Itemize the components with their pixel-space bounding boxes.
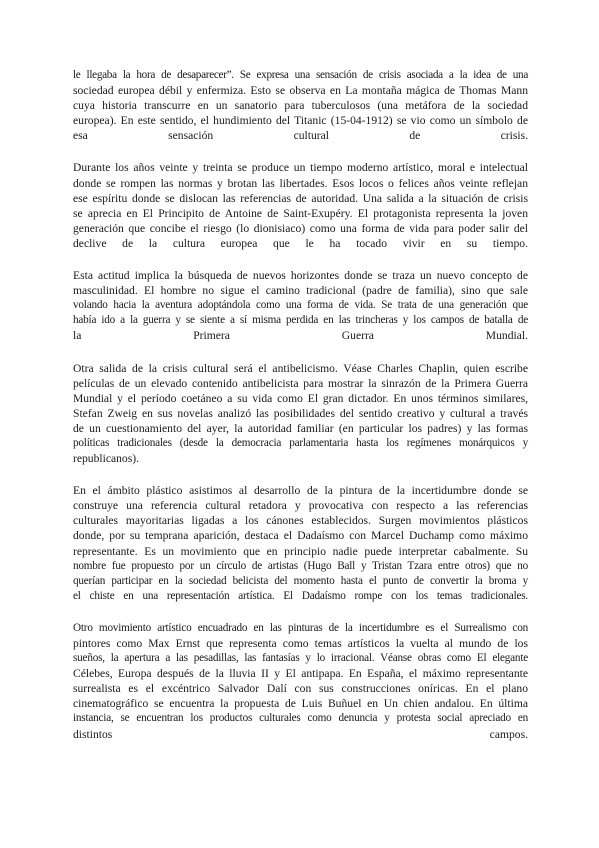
text-line: se aprecia en El Principito de Antoine de Saint-Exupéry. El protagonista representa la joven bbox=[73, 206, 528, 220]
paragraph-masculinity bbox=[73, 268, 528, 343]
text-line: declive de la cultura europea que le ha tocado vivir en su tiempo. bbox=[73, 236, 528, 250]
text-line: Otra salida de la crisis cultural será el antibelicismo. Véase Charles Chaplin, quien escribe bbox=[73, 361, 528, 375]
paragraph-twenties bbox=[73, 160, 528, 251]
text-line: culturales mayoritarias ligadas a los cánones establecidos. Surgen movimientos plásticos bbox=[73, 514, 528, 528]
final-word-right: campos. bbox=[489, 727, 528, 741]
paragraph-dadaism bbox=[73, 483, 528, 604]
text-line: le llegaba la hora de desaparecer”. Se expresa una sensación de crisis asociada a la idea de una bbox=[73, 69, 528, 81]
text-line: volando hacia la aventura adoptándola como una forma de vida. Se trata de una generación que bbox=[73, 299, 528, 312]
text-line: republicanos). bbox=[73, 452, 139, 466]
text-line: películas de un elevado contenido antibelicista para mostrar la sinrazón de la Primera Guerra bbox=[73, 376, 528, 390]
text-line: masculinidad. El hombre no sigue el camino tradicional (padre de familia), sino que sale bbox=[73, 284, 528, 298]
final-word-left: distintos bbox=[73, 727, 113, 741]
paragraph-crisis-sensation bbox=[73, 68, 528, 143]
text-line: Durante los años veinte y treinta se produce un tiempo moderno artístico, moral e intelectual bbox=[73, 161, 528, 175]
text-line: instancia, se encuentran los productos culturales como denuncia y protesta social apreciado en bbox=[73, 712, 528, 725]
text-line: En el ámbito plástico asistimos al desarrollo de la pintura de la incertidumbre donde se bbox=[73, 484, 528, 498]
text-line: querían participar en la sociedad belicista del momento hasta el punto de convertir la broma y bbox=[73, 574, 528, 587]
document-page bbox=[73, 68, 528, 759]
text-line: ese espíritu donde se dislocan las referencias de autoridad. Una salida a la situación de crisis bbox=[73, 191, 528, 205]
text-line: donde, por su temprana aparición, destaca el Dadaísmo con Marcel Duchamp como máximo bbox=[73, 529, 528, 543]
text-line: generación que concibe el riesgo (lo dionisiaco) como una forma de vida para poder salir del bbox=[73, 221, 528, 235]
text-line: pintores como Max Ernst que representa como temas artísticos la vuelta al mundo de los bbox=[73, 637, 528, 650]
text-line: esa sensación cultural de crisis. bbox=[73, 129, 528, 143]
text-line: donde se rompen las normas y brotan las libertades. Esos locos o felices años veinte reflejan bbox=[73, 176, 528, 190]
text-line: Otro movimiento artístico encuadrado en las pinturas de la incertidumbre es el Surrealismo con bbox=[73, 621, 528, 634]
text-line: Célebes, Europa después de la lluvia II y El antipapa. En España, el máximo representante bbox=[73, 667, 528, 681]
text-line: el chiste en una representación artística. El Dadaísmo rompe con los temas tradicionales. bbox=[73, 589, 528, 602]
text-line: la Primera Guerra Mundial. bbox=[73, 329, 528, 343]
text-line: europea). En este sentido, el hundimiento del Titanic (15-04-1912) se vio como un símbolo de bbox=[73, 114, 528, 128]
text-line: Stefan Zweig en sus novelas analizó las posibilidades del sentido creativo y cultural a través bbox=[73, 406, 528, 420]
text-line: cinematográfico se encuentra la propuesta de Luis Buñuel en Un chien andalou. En última bbox=[73, 697, 528, 711]
text-line: Esta actitud implica la búsqueda de nuevos horizontes donde se traza un nuevo concepto de bbox=[73, 269, 528, 283]
text-line: Mundial y el período coetáneo a su vida como El gran dictador. En unos términos similares, bbox=[73, 391, 528, 405]
text-line: había ido a la guerra y se siente a sí misma perdida en las trincheras y los campos de batalla de bbox=[73, 314, 528, 327]
text-line: de un cuestionamiento del ayer, la autoridad familiar (en particular los padres) y las formas bbox=[73, 421, 528, 435]
text-line: políticas tradicionales (desde la democracia parlamentaria hasta los regímenes monárquicos y bbox=[73, 436, 528, 449]
text-line: cuya historia transcurre en un sanatorio para tuberculosos (una metáfora de la sociedad bbox=[73, 99, 528, 113]
paragraph-antibelicism bbox=[73, 361, 528, 467]
text-line: construye una referencia cultural retadora y provocativa con respecto a las referencias bbox=[73, 499, 528, 513]
text-line: representante. Es un movimiento que en principio nadie puede interpretar cabalmente. Su bbox=[73, 544, 528, 558]
text-line: nombre fue propuesto por un círculo de artistas (Hugo Ball y Tristan Tzara entre otros) que no bbox=[73, 559, 528, 572]
text-line: sociedad europea débil y enfermiza. Esto se observa en La montaña mágica de Thomas Mann bbox=[73, 84, 528, 98]
text-line: surrealista es el excéntrico Salvador Dalí con sus construcciones oníricas. En el plano bbox=[73, 682, 528, 696]
text-line-final bbox=[73, 727, 528, 742]
text-line: sueños, la apertura a las pesadillas, las fantasías y lo irracional. Véanse obras como El elegante bbox=[73, 652, 528, 665]
paragraph-surrealism bbox=[73, 621, 528, 742]
